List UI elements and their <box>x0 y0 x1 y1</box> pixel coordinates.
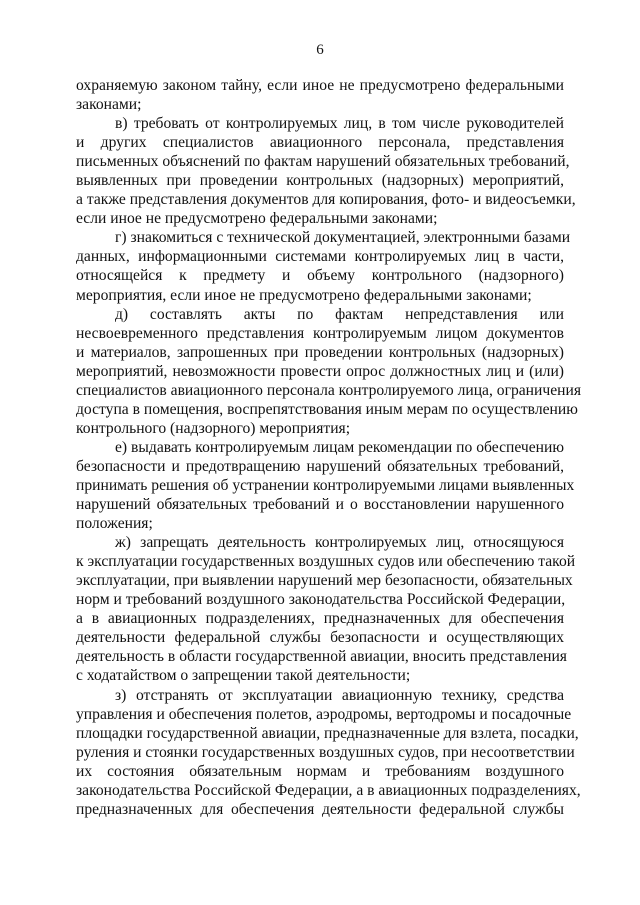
text-line: в) требовать от контролируемых лиц, в том числе руководителей <box>115 115 564 133</box>
text-line: данных, информационными системами контролируемых лиц в части, <box>76 248 564 266</box>
text-line: относящейся к предмету и объему контрольного (надзорного) <box>76 267 564 285</box>
text-line: контрольного (надзорного) мероприятия; <box>76 419 351 437</box>
text-line: законами; <box>76 96 142 114</box>
text-line: охраняемую законом тайну, если иное не предусмотрено федеральными <box>76 77 564 94</box>
text-line: и материалов, запрошенных при проведении контрольных (надзорных) <box>76 343 564 361</box>
text-line: доступа в помещения, воспрепятствования иным мерам по осуществлению <box>76 400 578 418</box>
text-line: выявленных при проведении контрольных (надзорных) мероприятий, <box>76 172 564 190</box>
text-line: г) знакомиться с технической документацией, электронными базами <box>115 229 571 247</box>
text-line: мероприятий, невозможности провести опрос должностных лиц и (или) <box>76 362 564 380</box>
text-line: норм и требований воздушного законодательства Российской Федерации, <box>76 591 566 609</box>
text-line: е) выдавать контролируемым лицам рекомендации по обеспечению <box>115 438 564 456</box>
text-line: предназначенных для обеспечения деятельности федеральной службы <box>76 800 564 818</box>
document-body <box>76 76 581 819</box>
text-line: безопасности и предотвращению нарушений обязательных требований, <box>76 457 564 475</box>
text-line: принимать решения об устранении контролируемыми лицами выявленных <box>76 476 575 494</box>
text-line: а также представления документов для копирования, фото- и видеосъемки, <box>76 191 576 209</box>
text-line: д) составлять акты по фактам непредставления или <box>115 305 564 323</box>
text-line: нарушений обязательных требований и о восстановлении нарушенного <box>76 496 564 514</box>
text-line: законодательства Российской Федерации, а в авиационных подразделениях, <box>76 781 581 799</box>
text-line: положения; <box>76 515 153 533</box>
page-number: 6 <box>316 42 324 58</box>
text-line: управления и обеспечения полетов, аэродромы, вертодромы и посадочные <box>76 705 572 723</box>
text-line: к эксплуатации государственных воздушных судов или обеспечению такой <box>76 553 576 571</box>
text-line: деятельности федеральной службы безопасности и осуществляющих <box>76 629 564 647</box>
text-line: специалистов авиационного персонала контролируемого лица, ограничения <box>76 381 581 399</box>
text-line: письменных объяснений по фактам нарушений обязательных требований, <box>76 153 570 171</box>
text-line: руления и стоянки государственных воздушных судов, при несоответствии <box>76 743 575 761</box>
text-line: мероприятия, если иное не предусмотрено федеральными законами; <box>76 286 532 304</box>
text-line: если иное не предусмотрено федеральными законами; <box>76 210 438 228</box>
text-line: и других специалистов авиационного персонала, представления <box>76 134 564 152</box>
text-line: ж) запрещать деятельность контролируемых лиц, относящуюся <box>115 534 564 552</box>
text-line: площадки государственной авиации, предназначенные для взлета, посадки, <box>76 724 579 742</box>
text-line: а в авиационных подразделениях, предназначенных для обеспечения <box>76 610 564 628</box>
text-line: несвоевременного представления контролируемым лицом документов <box>76 324 564 342</box>
text-line: с ходатайством о запрещении такой деятельности; <box>76 667 411 685</box>
text-line: их состояния обязательным нормам и требованиям воздушного <box>76 762 564 780</box>
text-line: з) отстранять от эксплуатации авиационную технику, средства <box>115 686 564 704</box>
text-line: деятельность в области государственной авиации, вносить представления <box>76 648 567 666</box>
text-line: эксплуатации, при выявлении нарушений мер безопасности, обязательных <box>76 572 573 590</box>
